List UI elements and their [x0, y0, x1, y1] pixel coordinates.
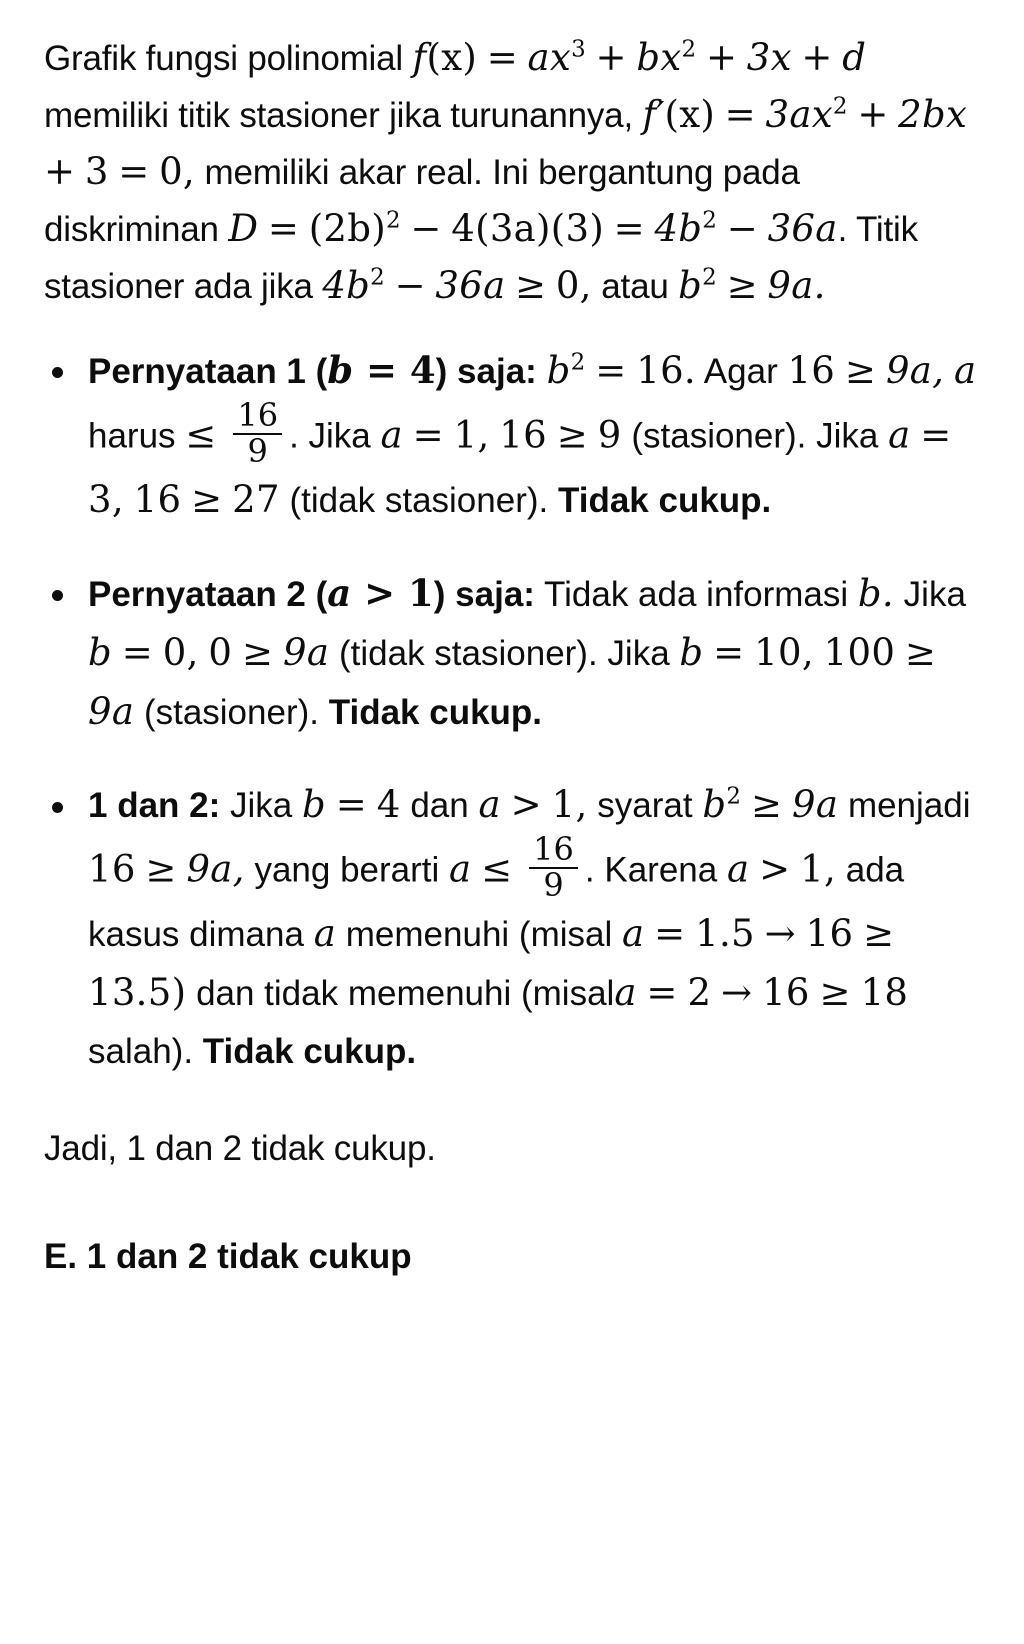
b3-gt-2: >	[759, 847, 791, 891]
function-f: f(x)	[412, 36, 478, 79]
deriv-term-2: 2bx	[898, 93, 968, 136]
b2-hundred: 100	[823, 630, 896, 674]
x-cubed: $x^3$	[549, 36, 586, 79]
b2-verdict: Tidak cukup.	[328, 692, 543, 732]
list-item-statement-1	[44, 341, 980, 530]
b1-jika-1: Jika	[308, 416, 371, 456]
b3-verdict-part-1: Tidak	[202, 1031, 294, 1071]
b3-nine-a: 9a	[792, 782, 839, 826]
statements-list	[44, 341, 980, 1081]
b1-dot: .	[289, 416, 299, 456]
b3-dan-tidak-memenuhi: dan tidak memenuhi	[196, 973, 512, 1013]
fraction-sixteen-ninths-2	[529, 829, 578, 904]
b1-ge-2: ≥	[556, 413, 589, 457]
b3-dan: dan	[410, 785, 469, 825]
b2-equals-2: =	[713, 630, 745, 674]
list-item-statement-2	[44, 564, 980, 742]
cond-expr-1: $4b^2$	[322, 264, 386, 307]
b1-three: 3,	[88, 477, 124, 521]
fraction-denominator: 9	[233, 433, 282, 469]
b3-a-1: a	[478, 782, 501, 826]
intro-paragraph	[44, 30, 980, 315]
b1-equals-2: =	[412, 413, 444, 457]
b3-arrow-2: →	[721, 970, 753, 1014]
b3-menjadi: menjadi	[847, 785, 971, 825]
b3-arrow-1: →	[764, 911, 796, 955]
intro-text-5: . Titik stasioner ada jika	[44, 210, 918, 306]
b3-a-2: a	[449, 847, 472, 891]
final-answer: E. 1 dan 2 tidak cukup	[44, 1236, 412, 1276]
intro-text-2: memiliki titik stasioner jika turunannya,	[44, 96, 633, 135]
b-squared: $b^2$	[678, 264, 718, 307]
b1-nine-a: 9a,	[885, 349, 945, 392]
plus-5: +	[44, 150, 76, 193]
ge-sign-1: ≥	[515, 264, 547, 307]
b1-twentyseven: 27	[232, 477, 280, 521]
cond-expr-2: 36a	[435, 264, 506, 307]
minus-1: −	[410, 207, 442, 250]
zero-value-2: 0,	[555, 264, 592, 307]
b3-ge-2: ≥	[145, 847, 177, 891]
b1-ge-1: ≥	[844, 349, 877, 392]
b1-tidak-stasioner-note: (tidak stasioner).	[289, 480, 549, 520]
equals-3: =	[118, 150, 150, 193]
b3-equals-1: =	[335, 782, 368, 826]
statement-3-label: 1 dan 2:	[88, 785, 221, 825]
b2-b-2: b	[88, 630, 112, 674]
statement-2-var: a	[327, 570, 352, 615]
minus-3: −	[394, 264, 426, 307]
b1-le-1: ≤	[185, 413, 217, 457]
b1-sixteen: 16.	[636, 349, 696, 392]
b3-le-1: ≤	[481, 847, 513, 891]
b1-sixteen-2: 16	[787, 349, 836, 392]
b3-gt-1: >	[510, 782, 542, 826]
b3-ge-3: ≥	[863, 911, 895, 955]
b3-ge-4: ≥	[819, 970, 851, 1014]
disc-expr-4: 36a	[767, 207, 838, 250]
coeff-b: b	[636, 36, 661, 79]
b3-one-five: 1.5	[695, 911, 755, 955]
term-3x: 3x	[746, 36, 792, 79]
b3-nine-a-2: 9a,	[186, 847, 245, 891]
b3-sixteen: 16	[88, 847, 136, 891]
b2-nine-a: 9a	[283, 630, 330, 674]
b3-misal: (misal	[521, 973, 615, 1013]
b3-thirteen-five: 13.5)	[88, 970, 187, 1014]
disc-expr-3: $4b^2$	[654, 207, 718, 250]
b1-b-squared: $b^2$	[546, 349, 586, 392]
disc-expr-1: $(2b)^2$	[308, 207, 401, 250]
statement-2-eq: >	[351, 570, 409, 615]
fraction-sixteen-ninths	[233, 396, 282, 470]
b1-verdict: Tidak cukup.	[557, 480, 772, 520]
b3-b-squared: $b^2$	[702, 782, 742, 826]
b1-harus: harus	[88, 416, 176, 456]
b2-tidak-stasioner-note: (tidak stasioner). Jika	[338, 633, 670, 673]
b2-zero: 0,	[162, 630, 199, 674]
b2-jika-1: Jika	[903, 574, 966, 614]
b1-a-var: a	[953, 349, 977, 392]
b3-syarat: syarat	[597, 785, 693, 825]
b3-ge-1: ≥	[750, 782, 783, 826]
b2-nine-a-2: 9a	[88, 689, 135, 733]
statement-2-label: Pernyataan 2 (a > 1) saja:	[88, 570, 535, 615]
b3-verdict-part-2: cukup.	[303, 1031, 417, 1071]
b1-equals-3: =	[920, 413, 952, 457]
b3-eighteen: 18	[860, 970, 909, 1014]
b1-nine: 9	[597, 413, 622, 457]
statement-1-label: Pernyataan 1 (b = 4) saja:	[88, 348, 537, 392]
intro-text-6: atau	[601, 267, 669, 306]
b3-a-4: a	[313, 911, 337, 955]
x-squared: $x^2$	[660, 36, 697, 79]
b3-a-3: a	[726, 847, 750, 891]
equals-4: =	[267, 207, 300, 250]
zero-value: 0,	[159, 150, 195, 193]
b3-memenuhi: memenuhi (misal	[345, 914, 613, 954]
equals-5: =	[613, 207, 645, 250]
statement-2-val: 1	[408, 570, 434, 615]
const-d: d	[842, 36, 867, 79]
b3-dot: .	[584, 850, 595, 890]
b3-one: 1,	[551, 782, 588, 826]
equals-1: =	[486, 36, 518, 79]
b3-equals-3: =	[646, 970, 678, 1014]
intro-text-4: bergantung pada diskriminan	[44, 153, 800, 249]
b1-a-3: a	[888, 413, 911, 457]
ge-sign-2: ≥	[726, 264, 758, 307]
b3-a-6: a	[614, 970, 637, 1014]
b2-ten: 10,	[754, 630, 814, 674]
fraction-denominator-2: 9	[529, 867, 578, 903]
b1-equals-1: =	[595, 349, 627, 392]
disc-expr-2: 4(3a)(3)	[451, 207, 605, 250]
b2-equals-1: =	[121, 630, 154, 674]
b3-equals-2: =	[654, 911, 686, 955]
b3-four: 4	[376, 782, 401, 826]
plus-4: +	[857, 93, 889, 136]
b2-b-var: b.	[857, 571, 894, 615]
b3-salah: salah).	[88, 1031, 194, 1071]
equals-2: =	[724, 93, 756, 136]
deriv-term-3: 3	[84, 150, 109, 193]
b1-sixteen-3: 16	[499, 413, 547, 457]
f-prime: f′(x)	[642, 93, 716, 136]
coeff-a: a	[527, 36, 550, 79]
b3-yang-berarti: yang berarti	[254, 850, 440, 890]
b3-karena: Karena	[604, 850, 718, 890]
b2-stasioner-note: (stasioner).	[143, 692, 319, 732]
conclusion-text: Jadi, 1 dan 2 tidak cukup.	[44, 1128, 436, 1168]
b3-two: 2	[687, 970, 712, 1014]
b3-sixteen-2: 16	[805, 911, 854, 955]
statements-list-wrapper	[44, 341, 980, 1081]
b2-zero-2: 0	[208, 630, 233, 674]
b3-one-2: 1,	[800, 847, 837, 891]
b2-ge-2: ≥	[904, 630, 937, 674]
plus-3: +	[801, 36, 833, 79]
deriv-term-1: $3ax^2$	[765, 93, 848, 136]
b1-one: 1,	[453, 413, 490, 457]
b3-b-1: b	[301, 782, 326, 826]
discriminant-D: D	[228, 207, 259, 250]
plus-1: +	[595, 36, 627, 79]
b1-ge-3: ≥	[191, 477, 223, 521]
list-item-statement-1-and-2	[44, 776, 980, 1081]
statement-1-var: b	[327, 348, 354, 392]
fraction-numerator-2: 16	[533, 829, 574, 868]
nine-a: 9a.	[767, 264, 826, 307]
intro-text-3: memiliki akar real. Ini	[204, 153, 529, 192]
statement-1-eq: =	[353, 348, 410, 392]
b2-ge-1: ≥	[242, 630, 274, 674]
plus-2: +	[705, 36, 738, 79]
b1-sixteen-4: 16	[133, 477, 182, 521]
b3-jika: Jika	[230, 785, 293, 825]
b3-ada-kasus: ada kasus dimana	[88, 850, 905, 954]
b1-agar: Agar	[703, 352, 778, 391]
b3-a-5: a	[621, 911, 645, 955]
b2-b-3: b	[679, 630, 704, 674]
intro-text-1: Grafik fungsi polinomial	[44, 39, 403, 78]
fraction-numerator: 16	[237, 396, 279, 434]
statement-1-val: 4	[409, 348, 436, 392]
b2-lead: Tidak ada informasi	[544, 574, 849, 614]
minus-2: −	[726, 207, 759, 250]
b1-stasioner-note: (stasioner). Jika	[631, 416, 879, 456]
b1-a-2: a	[380, 413, 403, 457]
b3-sixteen-3: 16	[762, 970, 810, 1014]
